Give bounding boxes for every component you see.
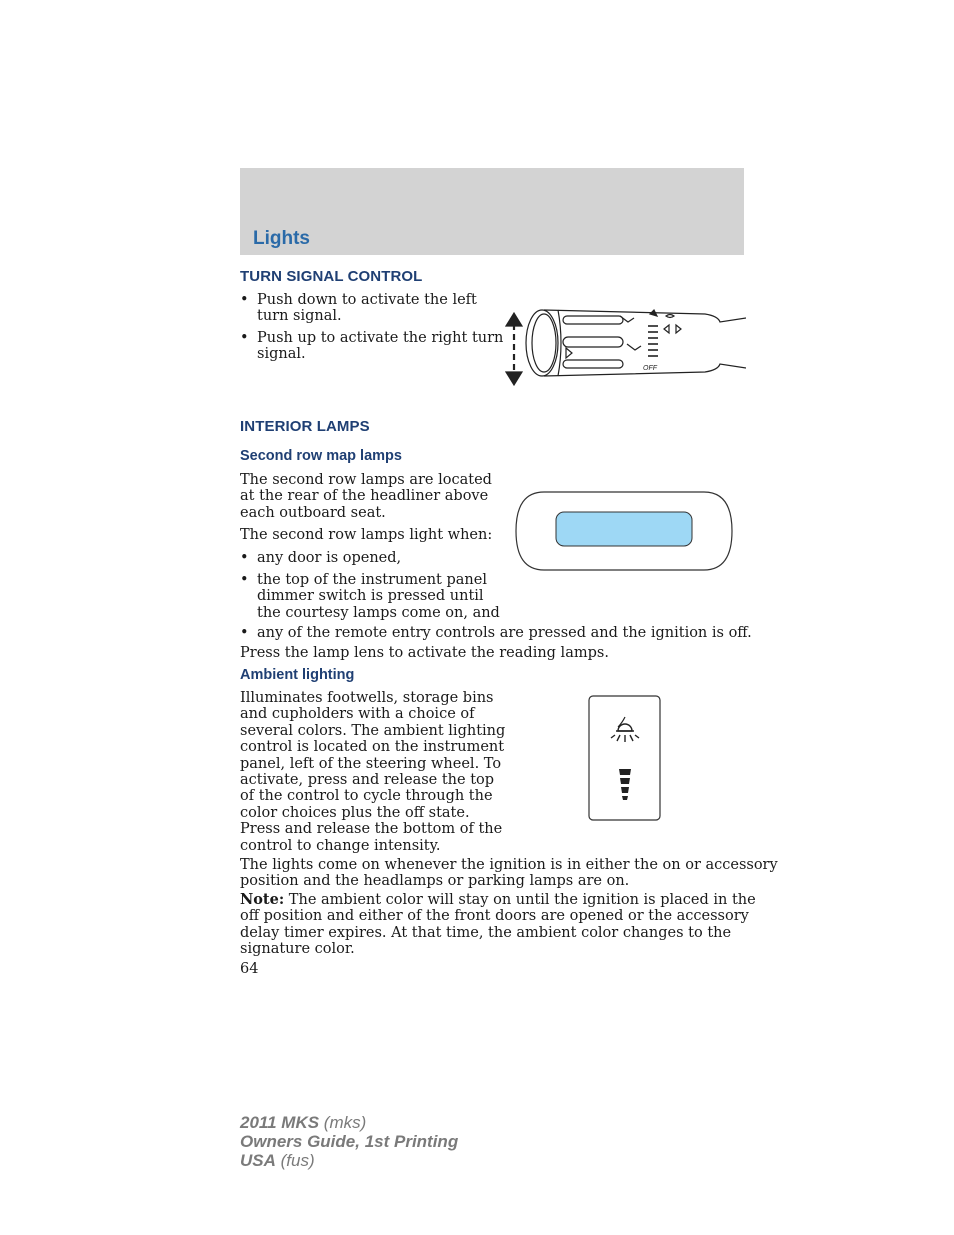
interior-lamps-heading: INTERIOR LAMPS [240,418,370,435]
footer-model: 2011 MKS [240,1113,320,1132]
bullet-line: dimmer switch is pressed until [257,588,484,605]
second-row-para2: The second row lamps light when: [240,527,493,543]
para-line: The lights come on whenever the ignition is in either the on or accessory [240,857,778,873]
bullet-line: turn signal. [257,308,342,325]
second-row-para1 [240,472,492,521]
footer-model-code: (mks) [319,1113,367,1132]
intensity-icon [619,769,631,800]
bullet-line: Push up to activate the right turn [257,330,504,346]
footer-guide: Owners Guide, 1st Printing [240,1132,459,1151]
bullet-line: the top of the instrument panel [257,572,487,588]
para-line: at the rear of the headliner above [240,488,489,505]
section-title: Lights [253,228,310,249]
ambient-para1 [240,690,505,854]
para-line: control to change intensity. [240,837,441,854]
ambient-para2 [240,857,778,890]
para-line: and cupholders with a choice of [240,706,475,723]
para-line: Illuminates footwells, storage bins [240,690,494,706]
off-label: OFF [643,365,657,372]
footer-region-code: (fus) [275,1151,315,1170]
para-line: color choices plus the off state. [240,804,470,821]
para-line: of the control to cycle through the [240,788,493,805]
ambient-light-icon [611,717,639,742]
ambient-control-illustration [588,695,662,822]
para-line: control is located on the instrument [240,739,505,756]
note-label: Note: [240,891,285,908]
note-line: signature color. [240,941,355,958]
note-line: delay timer expires. At that time, the ambient color changes to the [240,924,732,941]
page-number: 64 [240,961,259,977]
second-row-para3: Press the lamp lens to activate the reading lamps. [240,645,609,661]
bullet-line: Push down to activate the left [257,292,477,308]
para-line: position and the headlamps or parking lamps are on. [240,873,630,890]
bullet-line: any door is opened, [257,550,402,566]
para-line: panel, left of the steering wheel. To [240,755,502,772]
para-line: Press and release the bottom of the [240,821,503,838]
bullet-line: any of the remote entry controls are pressed and the ignition is off. [257,625,752,641]
map-lamp-lens[interactable] [556,512,692,546]
note-line: off position and either of the front doors are opened or the accessory [240,908,749,925]
para-line: activate, press and release the top [240,772,495,789]
bullet-line: the courtesy lamps come on, and [257,604,500,621]
turn-signal-stalk-illustration [500,300,746,388]
ambient-heading: Ambient lighting [240,667,355,683]
note-line: The ambient color will stay on until the ignition is placed in the [284,892,756,908]
turn-signal-heading: TURN SIGNAL CONTROL [240,268,423,285]
para-line: each outboard seat. [240,504,386,521]
second-row-heading: Second row map lamps [240,448,402,464]
document-footer [240,1113,458,1170]
header-band [240,168,744,255]
para-line: The second row lamps are located [240,472,492,488]
bullet-line: signal. [257,346,306,363]
footer-region: USA [240,1151,276,1170]
map-lamp-illustration [514,490,734,572]
ambient-note [240,892,756,958]
para-line: several colors. The ambient lighting [240,722,506,739]
